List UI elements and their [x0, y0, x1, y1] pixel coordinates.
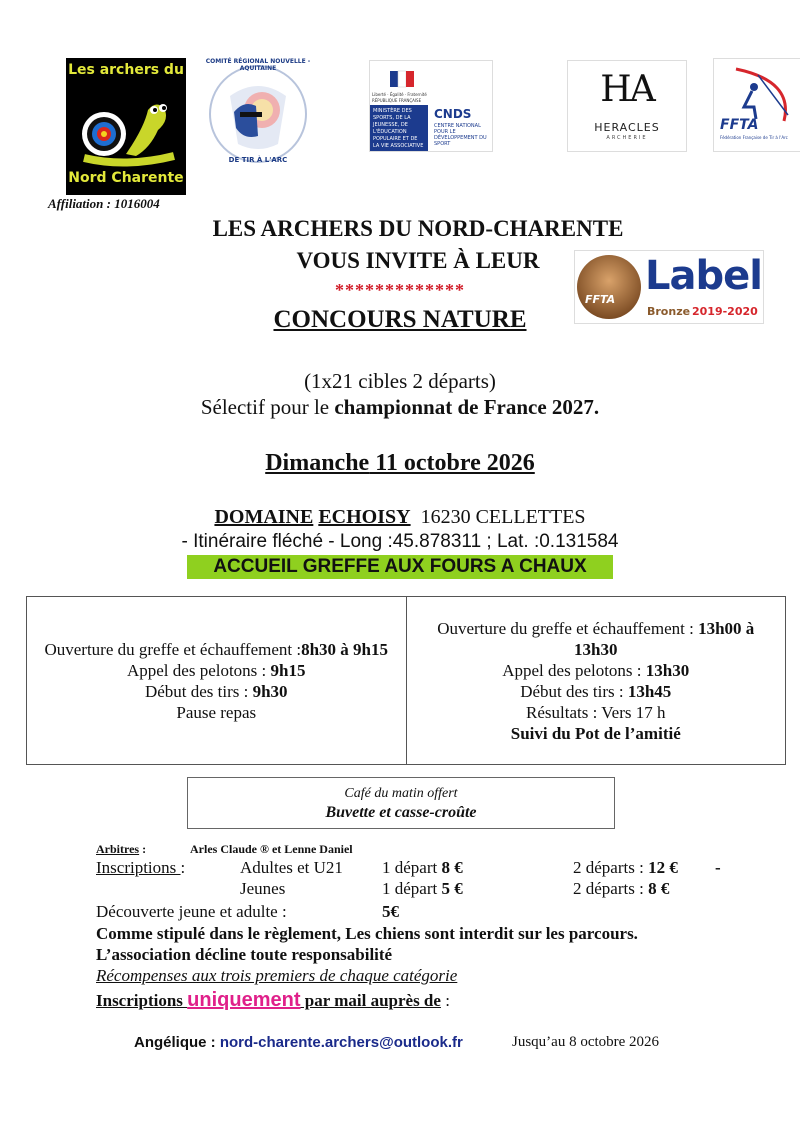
comite-ring-text: COMITÉ RÉGIONAL NOUVELLE - AQUITAINE: [205, 58, 311, 72]
tarif-adultes-1-depart: [382, 858, 463, 878]
afternoon-ouverture: [415, 618, 778, 660]
inscriptions-colon: :: [180, 858, 186, 877]
afternoon-ouverture-label: Ouverture du greffe et échauffement :: [437, 618, 699, 638]
morning-ouverture: [35, 639, 398, 660]
tarif-adultes-category: Adultes et U21: [240, 858, 343, 877]
jeunes-2-price: 8 €: [648, 879, 670, 898]
adultes-1-price: 8 €: [441, 858, 463, 877]
tarif-jeunes-1-depart: [382, 879, 463, 899]
contact-line: [134, 1034, 463, 1051]
rule-responsabilite: L’association décline toute responsabilité: [96, 945, 393, 964]
ffta-acronym: FFTA: [720, 117, 759, 133]
jeunes-2-label: 2 départs :: [573, 879, 649, 898]
adultes-1-label: 1 départ: [382, 858, 442, 877]
afternoon-debut-time: 13h45: [627, 681, 672, 701]
arbitres-names: Arles Claude ® et Lenne Daniel: [190, 842, 353, 856]
cafe-box: [187, 777, 615, 829]
recompenses-note: Récompenses aux trois premiers de chaque catégorie: [96, 966, 458, 985]
tarif-adultes-2-departs: [573, 858, 678, 878]
heading-club-name: LES ARCHERS DU NORD-CHARENTE: [212, 216, 624, 241]
morning-ouverture-time: 8h30 à 9h15: [301, 639, 389, 659]
morning-appel-label: Appel des pelotons :: [126, 660, 271, 680]
afternoon-pot: Suivi du Pot de l’amitié: [510, 723, 681, 743]
rule-chiens: Comme stipulé dans le règlement, Les chiens sont interdit sur les parcours.: [96, 924, 638, 943]
inscription-deadline: Jusqu’au 8 octobre 2026: [512, 1034, 660, 1050]
adultes-dash: -: [715, 858, 721, 877]
comite-bottom-text: DE TIR À L'ARC: [228, 156, 288, 164]
decouverte-price: 5€: [382, 902, 399, 921]
contact-name: Angélique :: [134, 1034, 220, 1051]
archers-du-nord-charente-logo: [66, 58, 186, 195]
arbitres-label: Arbitres: [96, 842, 140, 856]
adultes-2-price: 12 €: [648, 858, 678, 877]
tarif-jeunes-2-departs: [573, 879, 669, 899]
morning-pause: Pause repas: [176, 702, 257, 722]
affiliation-number: Affiliation : 1016004: [48, 196, 160, 211]
event-title: [0, 306, 800, 334]
selectif-prefix: Sélectif pour le: [200, 395, 335, 419]
label-ffta-text: FFTA: [585, 293, 616, 306]
afternoon-ouverture-time: 13h00 à 13h30: [574, 618, 755, 659]
itineraire-coordinates: - Itinéraire fléché - Long :45.878311 ; Lat. :0.131584: [181, 531, 619, 552]
afternoon-appel-time: 13h30: [645, 660, 690, 680]
arbitres-colon: :: [139, 842, 147, 856]
label-word: Label: [645, 253, 762, 299]
schedule-afternoon: [406, 597, 786, 764]
jeunes-1-price: 5 €: [441, 879, 463, 898]
archers-logo-top-text: Les archers du: [68, 62, 184, 78]
event-date: [0, 450, 800, 477]
mail-prefix: Inscriptions: [96, 991, 188, 1010]
ffta-logo: [713, 58, 800, 152]
heracles-mark: HA: [600, 69, 654, 110]
decouverte-label: Découverte jeune et adulte :: [96, 902, 287, 921]
tarif-jeunes-category: Jeunes: [240, 879, 286, 898]
location-city: 16230 CELLETTES: [410, 506, 586, 528]
selectif-info: [0, 395, 800, 420]
inscriptions-label: [96, 858, 185, 878]
cnds-motto: Liberté · Égalité · Fraternité: [372, 92, 427, 97]
jeunes-1-label: 1 départ: [382, 879, 442, 898]
schedule-morning: [27, 597, 406, 764]
event-location: [0, 506, 800, 529]
mail-suffix: par mail auprès de: [300, 991, 441, 1010]
label-level: Bronze: [647, 305, 691, 318]
cibles-info: (1x21 cibles 2 départs): [304, 369, 496, 393]
event-date-rest: 11 octobre 2026: [369, 450, 535, 476]
heracles-sub: ARCHERIE: [606, 135, 648, 141]
ffta-sub: Fédération Française de Tir à l'Arc: [720, 135, 788, 140]
contact-email-link[interactable]: nord-charente.archers@outlook.fr: [219, 1034, 463, 1051]
cnds-logo: [369, 60, 493, 152]
afternoon-debut-label: Début des tirs :: [520, 681, 628, 701]
arbitres-line: [96, 842, 146, 857]
event-date-day: Dimanche: [265, 450, 370, 476]
mail-uniquement: uniquement: [187, 989, 301, 1011]
morning-ouverture-label: Ouverture du greffe et échauffement :: [44, 639, 302, 659]
morning-debut: [35, 681, 398, 702]
archers-logo-bottom-text: Nord Charente: [68, 170, 184, 186]
mail-instruction: [96, 989, 450, 1012]
cafe-offert: Café du matin offert: [344, 786, 458, 801]
label-years: 2019-2020: [692, 305, 758, 318]
cnds-acronym: CNDS: [434, 107, 472, 121]
adultes-2-label: 2 départs :: [573, 858, 649, 877]
cnds-ministere-text: MINISTÈRE DES SPORTS, DE LA JEUNESSE, DE L'ÉDUCATION POPULAIRE ET DE LA VIE ASSOCIATIVE: [373, 108, 424, 149]
cnds-subtitle: CENTRE NATIONAL POUR LE DÉVELOPPEMENT DU SPORT: [434, 123, 487, 147]
morning-appel-time: 9h15: [270, 660, 306, 680]
heading-invite: VOUS INVITE À LEUR: [296, 248, 540, 273]
morning-debut-label: Début des tirs :: [144, 681, 253, 701]
location-domaine: DOMAINE: [214, 506, 314, 528]
mail-colon: :: [440, 991, 450, 1010]
comite-regional-logo: [200, 56, 316, 172]
heracles-archerie-logo: [567, 60, 687, 152]
afternoon-resultats: Résultats : Vers 17 h: [526, 702, 666, 722]
schedule-table: [26, 596, 786, 765]
cnds-republique: RÉPUBLIQUE FRANÇAISE: [372, 98, 422, 103]
afternoon-appel: [415, 660, 778, 681]
morning-debut-time: 9h30: [252, 681, 288, 701]
heracles-name: HERACLES: [594, 121, 660, 134]
heading-stars: *************: [335, 280, 465, 300]
afternoon-debut: [415, 681, 778, 702]
event-title-text: CONCOURS NATURE: [273, 306, 527, 333]
morning-appel: [35, 660, 398, 681]
location-echoisy: ECHOISY: [318, 506, 411, 528]
selectif-championnat: championnat de France 2027.: [334, 395, 600, 419]
afternoon-appel-label: Appel des pelotons :: [502, 660, 646, 680]
buvette-info: Buvette et casse-croûte: [325, 804, 477, 821]
inscriptions-label-text: Inscriptions: [96, 858, 181, 877]
accueil-greffe-banner: ACCUEIL GREFFE AUX FOURS A CHAUX: [187, 555, 613, 579]
